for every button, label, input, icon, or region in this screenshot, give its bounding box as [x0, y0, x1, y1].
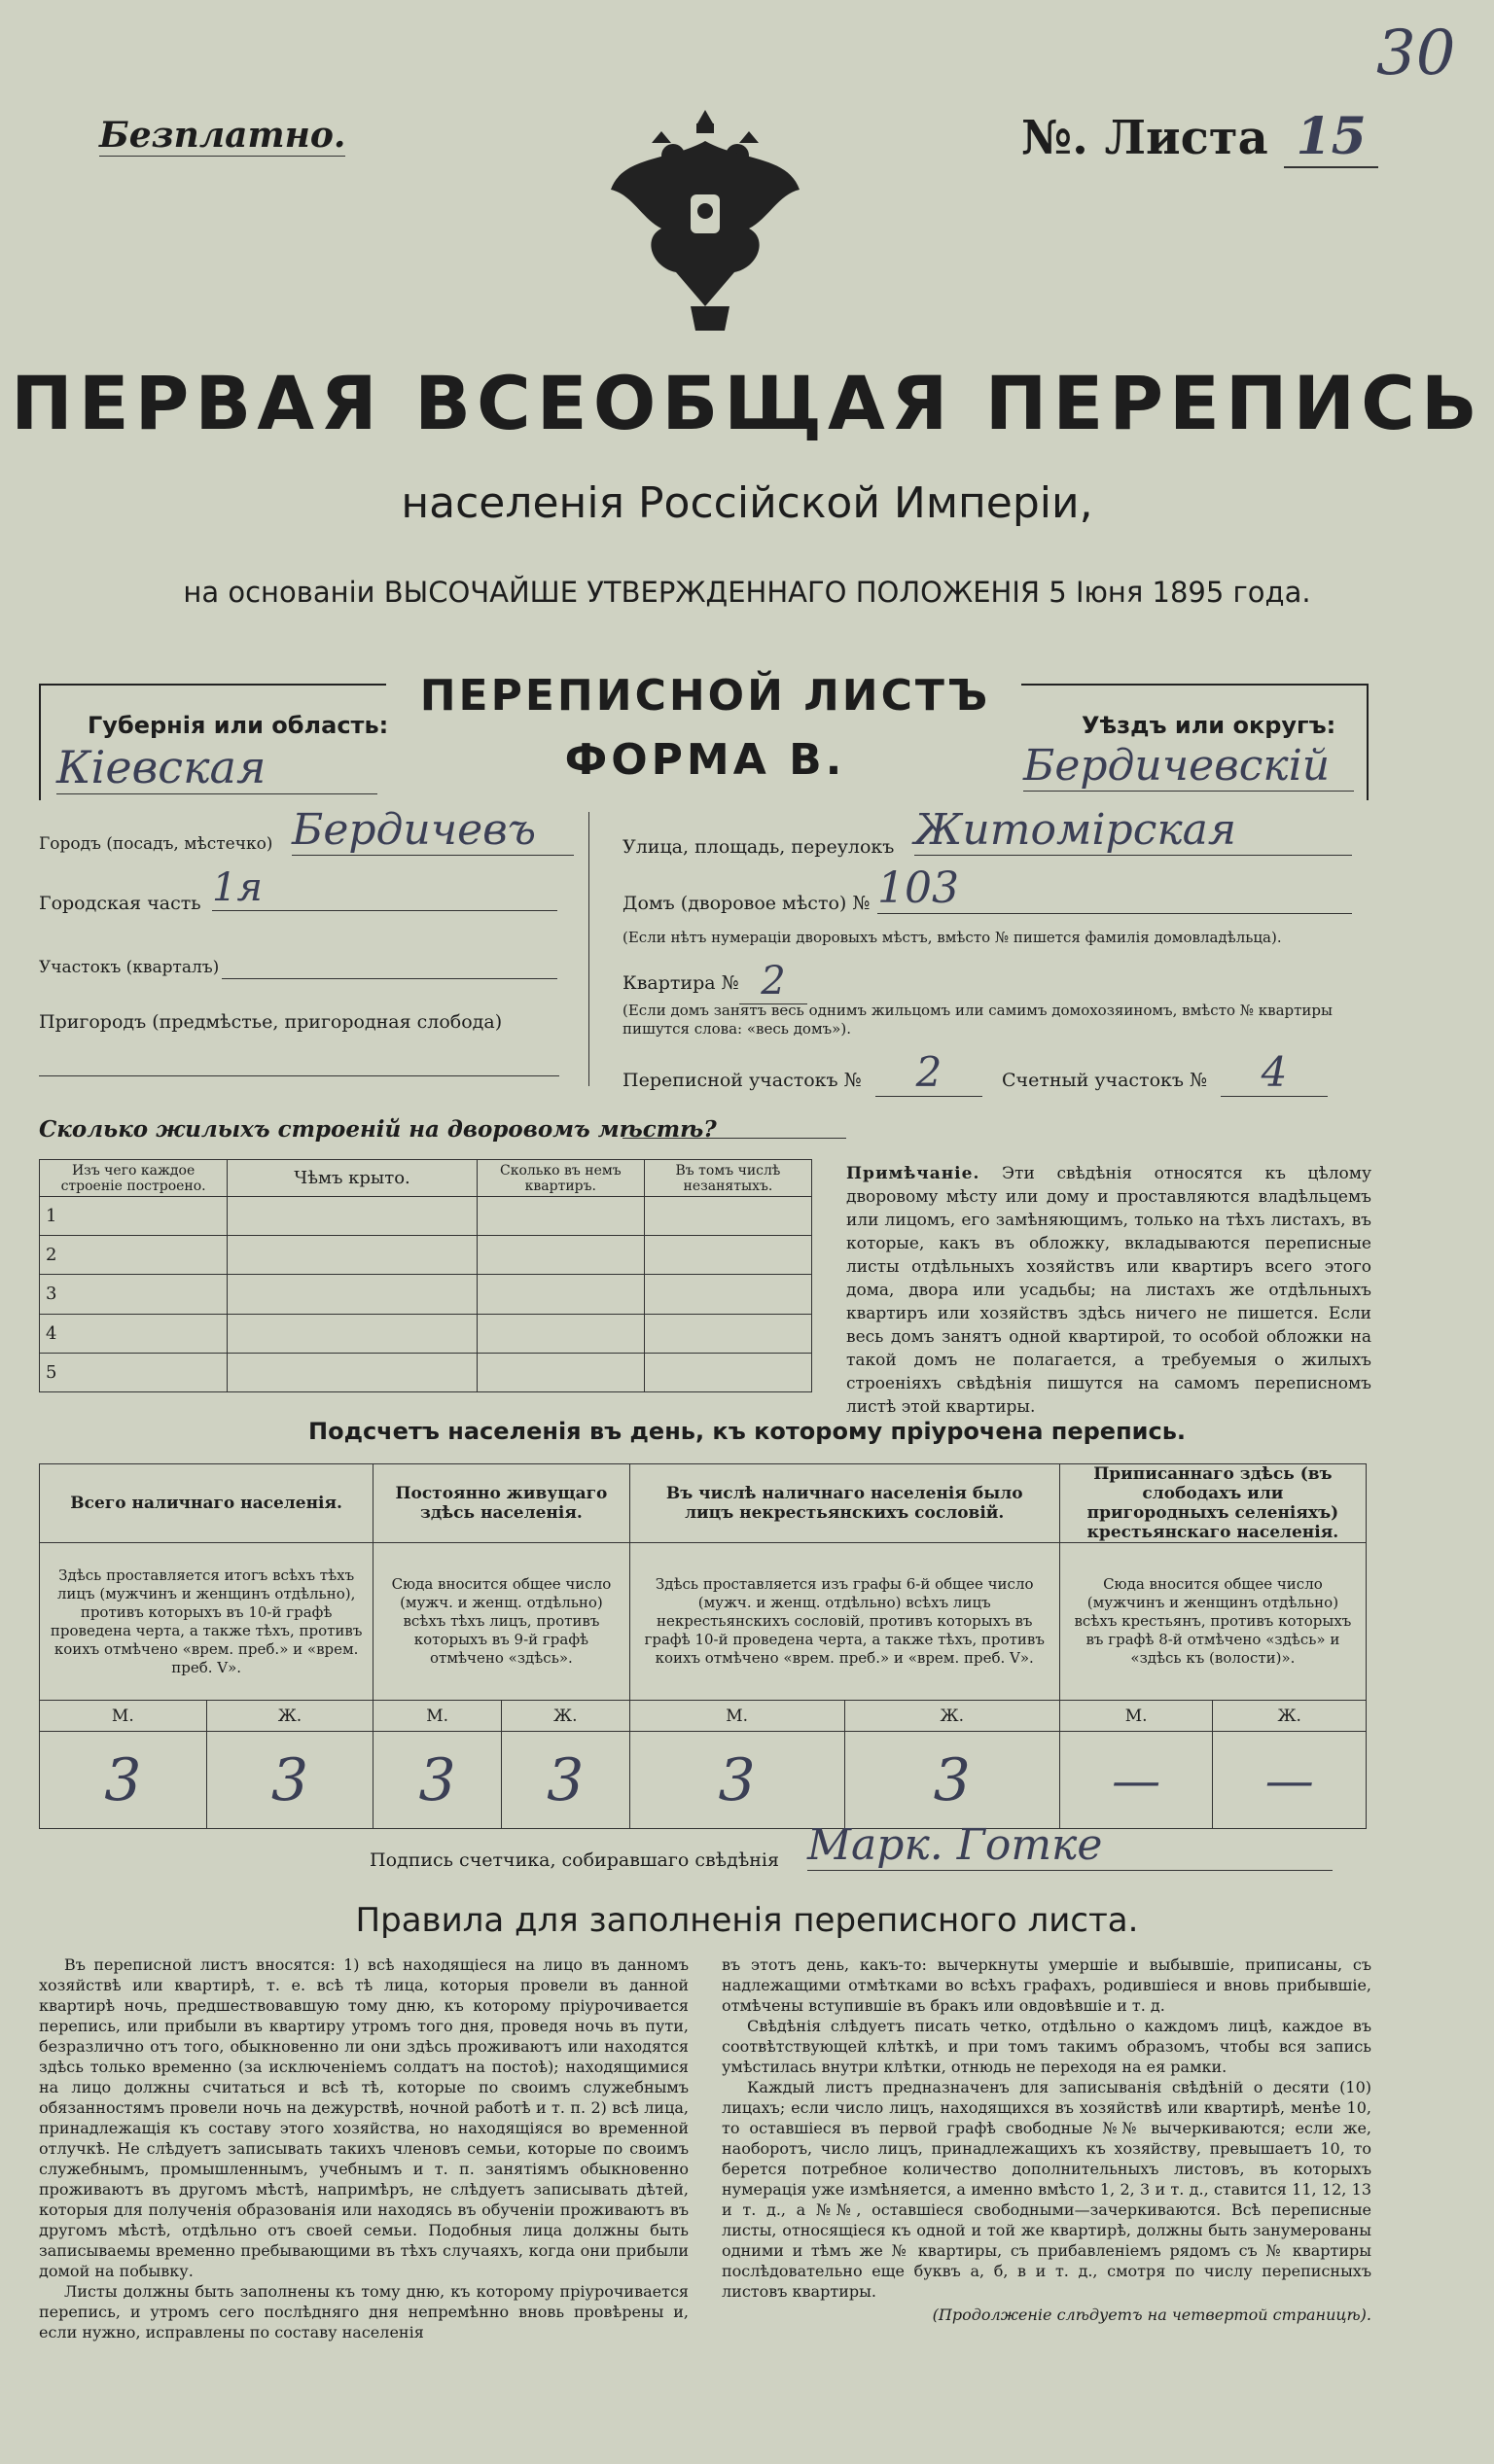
count-permanent-m: 3 [374, 1732, 502, 1829]
city-value: Бердичевъ [292, 805, 574, 856]
buildings-row-2: 2 [40, 1236, 228, 1275]
legal-basis: на основаніи ВЫСОЧАЙШЕ УТВЕРЖДЕННАГО ПОЛОЖЕНІЯ 5 Іюня 1895 года. [183, 576, 1311, 609]
apartment-label: Квартира № [622, 972, 739, 994]
buildings-col-vacant: Въ томъ числѣ незанятыхъ. [644, 1160, 811, 1197]
gubernia-label: Губернія или область: [88, 712, 389, 739]
count-desc-peasant: Сюда вносится общее число (мужчинъ и женщинъ отдѣльно) всѣхъ крестьянъ, противъ которыхъ въ графѣ 8-й отмѣчено «здѣсь» и «здѣсь къ (волости)». [1059, 1543, 1366, 1701]
free-label: Безплатно. [99, 115, 346, 156]
count-non-peasant-f: 3 [844, 1732, 1059, 1829]
count-title: Подсчетъ населенія въ день, къ которому пріурочена перепись. [308, 1418, 1186, 1445]
buildings-row-5: 5 [40, 1353, 228, 1391]
rules-left-para-2: Листы должны быть заполнены къ тому дню, къ которому пріурочивается перепись, и утромъ сего послѣдняго дня непремѣнно вновь провѣрены и, если нужно, исправлены по составу населенія [39, 2282, 689, 2341]
buildings-row-4: 4 [40, 1314, 228, 1353]
house-value: 103 [877, 863, 1352, 914]
house-note: (Если нѣтъ нумераціи дворовыхъ мѣстъ, вмѣсто № пишется фамилія домовладѣльца). [622, 929, 1282, 946]
house-label: Домъ (дворовое мѣсто) № [622, 893, 871, 914]
count-non-peasant-m: 3 [629, 1732, 844, 1829]
buildings-question: Сколько жилыхъ строеній на дворовомъ мѣстѣ? [39, 1116, 717, 1143]
rules-left-column [39, 1954, 689, 2342]
buildings-note [846, 1162, 1371, 1419]
count-head-permanent: Постоянно живущаго здѣсь населенія. [374, 1464, 629, 1543]
count-head-peasant: Приписаннаго здѣсь (въ слободахъ или пригородныхъ селеніяхъ) крестьянскаго населенія. [1059, 1464, 1366, 1543]
suburb-value-line [39, 1075, 559, 1076]
rules-left-para-1: Въ переписной листъ вносятся: 1) всѣ находящіеся на лицо въ данномъ хозяйствѣ или квартирѣ, т. е. всѣ тѣ лица, которыя провели въ данной квартирѣ ночь, предшествовавшую тому дню, къ которому пріурочивается перепись, или прибыли въ квартиру утромъ того дня, проведя ночь въ пути, безразлично отъ того, обыкновенно ли они здѣсь проживаютъ или находятся здѣсь только временно (за исключеніемъ солдатъ на постоѣ); находящимися на лицо должны считаться и всѣ тѣ, которые по своимъ служебнымъ обязанностямъ провели ночь на дежурствѣ, ночной работѣ и т. п. 2) всѣ лица, принадлежащія къ составу этого хозяйства, но находящіяся во временной отлучкѣ. Не слѣдуетъ записывать такихъ членовъ семьи, которые по своимъ служебнымъ, промышленнымъ, учебнымъ и т. п. занятіямъ обыкновенно проживаютъ въ другомъ мѣстѣ, напримѣръ, не слѣдуетъ записывать дѣтей, которыя для полученія образованія или находясь въ обученіи проживаютъ въ другомъ мѣстѣ, отдѣльно отъ своей семьи. Подобныя лица должны быть записываемы временно пребывающими въ тѣхъ случаяхъ, когда они прибыли домой на побывку. [39, 1955, 689, 2280]
page-subtitle: населенія Россійской Имперіи, [401, 478, 1093, 528]
count-m-label-3: М. [629, 1701, 844, 1732]
apartment-value: 2 [739, 959, 807, 1004]
count-f-label-4: Ж. [1213, 1701, 1367, 1732]
sheet-number-value: 15 [1284, 107, 1377, 168]
buildings-row-3: 3 [40, 1275, 228, 1314]
count-peasant-f: — [1213, 1732, 1367, 1829]
count-peasant-m: — [1059, 1732, 1213, 1829]
count-m-label-1: М. [40, 1701, 207, 1732]
count-desc-permanent: Сюда вносится общее число (мужч. и женщ. отдѣльно) всѣхъ тѣхъ лицъ, противъ которыхъ въ 9-й графѣ отмѣчено «здѣсь». [374, 1543, 629, 1701]
buildings-question-line [622, 1138, 846, 1139]
note-text: Эти свѣдѣнія относятся къ цѣлому дворовому мѣсту или дому и проставляются владѣльцемъ или лицомъ, его замѣняющимъ, только на тѣхъ листахъ, въ которые, какъ въ обложку, вкладываются переписные листы отдѣльныхъ хозяйствъ или квартиръ всего этого дома, двора или усадьбы; на листахъ же отдѣльныхъ квартиръ или хозяйствъ здѣсь ничего не пишется. Если весь домъ занятъ одной квартирой, то особой обложки на такой домъ не полагается, а требуемыя о жилыхъ строеніяхъ свѣдѣнія пишутся на самомъ переписномъ листѣ этой квартиры. [846, 1164, 1371, 1417]
count-m-label-4: М. [1059, 1701, 1213, 1732]
rules-right-para-2: Свѣдѣнія слѣдуетъ писать четко, отдѣльно о каждомъ лицѣ, каждое въ соотвѣтствующей клѣткѣ, и при томъ такимъ образомъ, чтобы вся запись умѣстилась внутри клѣтки, отнюдь не переходя на ея рамки. [722, 2017, 1371, 2076]
buildings-col-apartments: Сколько въ немъ квартиръ. [477, 1160, 644, 1197]
uezd-label: Уѣздъ или округъ: [1082, 712, 1336, 739]
count-f-label-1: Ж. [206, 1701, 374, 1732]
count-m-label-2: М. [374, 1701, 502, 1732]
street-label: Улица, площадь, переулокъ [622, 836, 895, 858]
gubernia-value: Кіевская [56, 741, 377, 794]
signature-label: Подпись счетчика, собиравшаго свѣдѣнія [370, 1849, 779, 1871]
precinct-label: Участокъ (кварталъ) [39, 958, 220, 977]
count-head-non-peasant: Въ числѣ наличнаго населенія было лицъ некрестьянскихъ сословій. [629, 1464, 1059, 1543]
corner-number: 30 [1376, 18, 1456, 89]
city-label: Городъ (посадъ, мѣстечко) [39, 834, 273, 854]
form-title: ФОРМА В. [564, 735, 846, 785]
buildings-row-1: 1 [40, 1197, 228, 1236]
note-label: Примѣчаніе. [846, 1164, 980, 1183]
precinct-value-line [222, 978, 557, 979]
count-total-m: 3 [40, 1732, 207, 1829]
city-part-value: 1я [212, 865, 557, 911]
census-area-label: Переписной участокъ № [622, 1070, 862, 1091]
count-area-label: Счетный участокъ № [1002, 1070, 1207, 1091]
buildings-col-material: Изъ чего каждое строеніе построено. [40, 1160, 228, 1197]
page-title: ПЕРВАЯ ВСЕОБЩАЯ ПЕРЕПИСЬ [11, 360, 1483, 446]
count-desc-total: Здѣсь проставляется итогъ всѣхъ тѣхъ лицъ (мужчинъ и женщинъ отдѣльно), противъ которыхъ въ 10-й графѣ проведена черта, а также тѣхъ, противъ коихъ отмѣчено «врем. преб.» и «врем. преб. V». [40, 1543, 374, 1701]
census-area-value: 2 [875, 1048, 982, 1097]
sheet-number-label: №. Листа [1021, 111, 1268, 165]
rules-right-para-1: въ этотъ день, какъ-то: вычеркнуты умершіе и выбывшіе, приписаны, съ надлежащими отмѣтками во всѣхъ графахъ, родившіеся и вновь прибывшіе, отмѣчены вступившіе въ бракъ или овдовѣвшіе и т. д. [722, 1955, 1371, 2015]
buildings-table [39, 1159, 812, 1392]
buildings-col-roof: Чѣмъ крыто. [228, 1160, 478, 1197]
list-title: ПЕРЕПИСНОЙ ЛИСТЪ [419, 671, 991, 721]
rules-title: Правила для заполненія переписного листа. [355, 1901, 1139, 1940]
uezd-value: Бердичевскій [1023, 741, 1354, 792]
count-permanent-f: 3 [501, 1732, 629, 1829]
double-headed-eagle-emblem [603, 102, 807, 335]
rules-right-column [722, 1954, 1371, 2324]
count-total-f: 3 [206, 1732, 374, 1829]
count-area-value: 4 [1221, 1048, 1328, 1097]
suburb-label: Пригородъ (предмѣстье, пригородная слобода) [39, 1011, 503, 1033]
count-f-label-3: Ж. [844, 1701, 1059, 1732]
apartment-note: (Если домъ занятъ весь однимъ жильцомъ или самимъ домохозяиномъ, вмѣсто № квартиры пишутся слова: «весь домъ»). [622, 1002, 1333, 1038]
count-f-label-2: Ж. [501, 1701, 629, 1732]
street-value: Житомірская [914, 805, 1352, 856]
address-divider [588, 812, 589, 1086]
count-head-total: Всего наличнаго населенія. [40, 1464, 374, 1543]
city-part-label: Городская часть [39, 893, 201, 914]
population-count-table [39, 1463, 1367, 1829]
count-desc-non-peasant: Здѣсь проставляется изъ графы 6-й общее число (мужч. и женщ. отдѣльно) всѣхъ лицъ некрестьянскихъ сословій, противъ которыхъ въ графѣ 10-й проведена черта, а также тѣхъ, противъ коихъ отмѣчено «врем. преб.» и «врем. преб. V». [629, 1543, 1059, 1701]
enumerator-signature: Марк. Готке [807, 1820, 1333, 1871]
rules-right-para-3: Каждый листъ предназначенъ для записыванія свѣдѣній о десяти (10) лицахъ; если число лицъ, находящихся въ хозяйствѣ или квартирѣ, менѣе 10, то оставшіеся въ первой графѣ свободные №№ вычеркиваются; если же, наоборотъ, число лицъ, принадлежащихъ къ хозяйству, превышаетъ 10, то берется потребное количество дополнительныхъ листовъ, въ которыхъ нумерація уже измѣняется, а именно вмѣсто 1, 2, 3 и т. д., ставится 11, 12, 13 и т. д., а №№, оставшіеся свободными—зачеркиваются. Всѣ переписные листы, относящіеся къ одной и той же квартирѣ, должны быть занумерованы одними и тѣмъ же № квартиры, съ прибавленіемъ рядомъ съ № квартиры послѣдовательно еще буквъ а, б, в и т. д., смотря по числу переписныхъ листовъ квартиры. [722, 2078, 1371, 2301]
sheet-number [1021, 107, 1378, 166]
rules-continued: (Продолженіе слѣдуетъ на четвертой страницѣ). [932, 2306, 1371, 2324]
